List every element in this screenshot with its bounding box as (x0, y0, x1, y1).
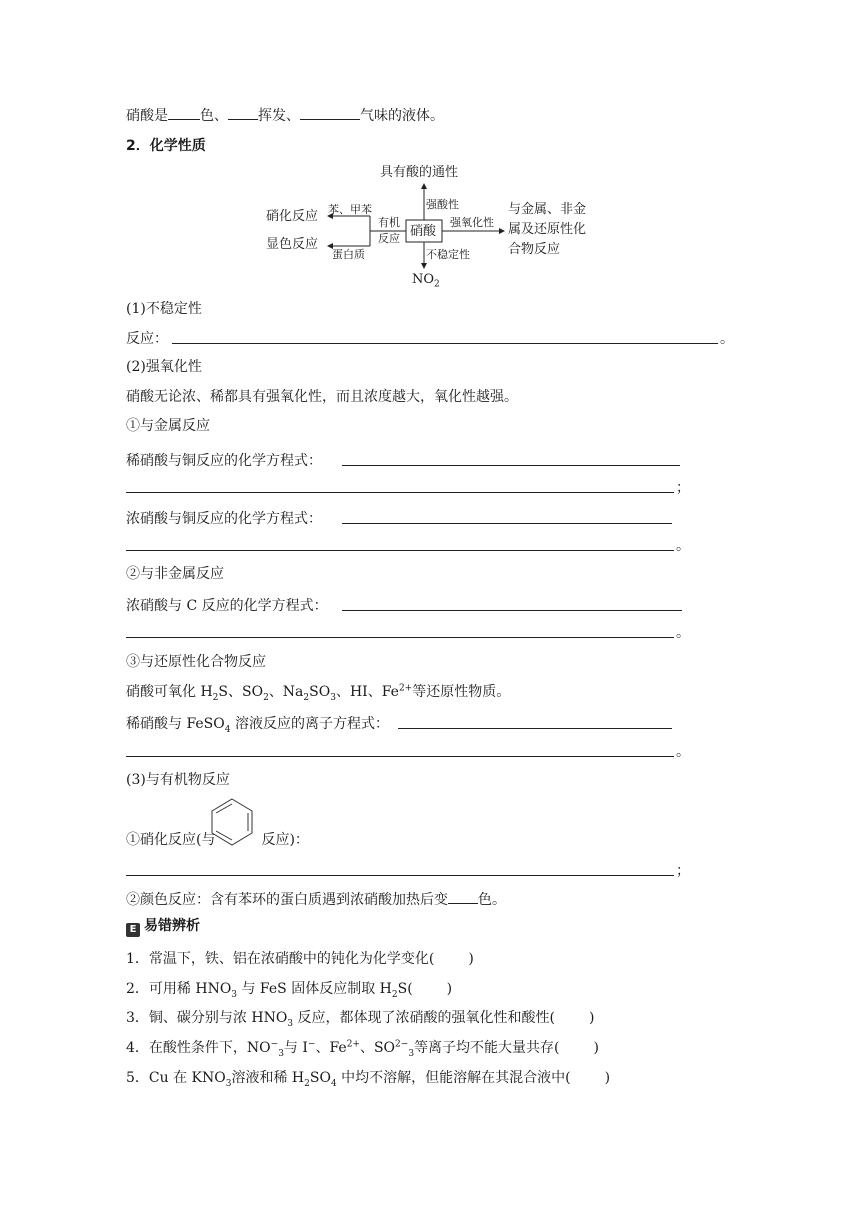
diagram-no2-label: $NO_2$ (412, 272, 440, 290)
chemical-properties-diagram (260, 160, 610, 290)
diagram-protein-label: 蛋白质 (332, 248, 365, 261)
answer-line[interactable] (342, 523, 672, 524)
answer-line[interactable] (398, 728, 672, 729)
question-label: 浓硝酸与铜反应的化学方程式： (126, 511, 322, 527)
mistakes-icon: E (126, 923, 140, 937)
answer-blank[interactable] (448, 890, 478, 904)
question-label: ①硝化反应(与 反应)： (126, 832, 309, 848)
question-label: 稀硝酸与铜反应的化学方程式： (126, 453, 322, 469)
answer-line[interactable] (126, 756, 674, 757)
diagram-right-label-1: 与金属、非金 (508, 202, 587, 217)
answer-line[interactable] (342, 610, 682, 611)
diagram-strong-ox-label: 强氧化性 (450, 216, 494, 229)
subsection-title: (1)不稳定性 (126, 301, 202, 317)
diagram-right-label-2: 属及还原性化 (508, 222, 587, 237)
answer-line[interactable] (172, 343, 718, 344)
answer-blank[interactable] (168, 106, 200, 120)
diagram-right-label-3: 合物反应 (508, 242, 561, 257)
subsection-title: ①与金属反应 (126, 418, 210, 434)
subsection-title: ②与非金属反应 (126, 566, 224, 582)
diagram-top-label: 具有酸的通性 (380, 165, 459, 180)
answer-line[interactable] (126, 875, 674, 876)
answer-line[interactable] (126, 550, 674, 551)
subsection-title: ③与还原性化合物反应 (126, 654, 266, 670)
diagram-organic-label-2: 反应 (378, 232, 400, 245)
diagram-color-label: 显色反应 (266, 237, 319, 252)
question-label: 浓硝酸与 C 反应的化学方程式： (126, 598, 328, 614)
question-label: ②颜色反应：含有苯环的蛋白质遇到浓硝酸加热后变 色。 (126, 892, 506, 908)
answer-line[interactable] (342, 465, 680, 466)
subsection-title: (3)与有机物反应 (126, 772, 230, 788)
answer-line[interactable] (126, 492, 674, 493)
diagram-center-label: 硝酸 (410, 224, 437, 239)
reaction-label: 反应： (126, 331, 168, 347)
judgment-question: 5．Cu 在 $KNO_3$溶液和稀 $H_2SO_4$ 中均不溶解，但能溶解在其混合液中( ) (126, 1070, 611, 1089)
paragraph: 硝酸可氧化 $H_2S$、$SO_2$、$Na_2SO_3$、HI、$Fe^{2+}$等还原性物质。 (126, 683, 511, 703)
physical-properties-line: 硝酸是 色、 挥发、 气味的液体。 (126, 108, 444, 124)
answer-blank[interactable] (300, 106, 360, 120)
diagram-strong-acid-label: 强酸性 (426, 198, 459, 211)
diagram-nitration-label: 硝化反应 (266, 209, 319, 224)
judgment-question: 2．可用稀 $HNO_3$ 与 FeS 固体反应制取 $H_2S$( ) (126, 981, 453, 1000)
judgment-question: 1．常温下，铁、铝在浓硝酸中的钝化为化学变化( ) (126, 951, 474, 967)
mistakes-heading: E 易错辨析 (126, 917, 200, 937)
question-label: 稀硝酸与 FeSO$_4$ 溶液反应的离子方程式： (126, 716, 389, 735)
answer-blank[interactable] (228, 106, 258, 120)
section-title: 2．化学性质 (126, 138, 206, 154)
answer-line[interactable] (126, 637, 674, 638)
paragraph: 硝酸无论浓、稀都具有强氧化性，而且浓度越大，氧化性越强。 (126, 389, 518, 405)
benzene-ring-icon (208, 796, 256, 848)
subsection-title: (2)强氧化性 (126, 359, 202, 375)
judgment-question: 4．在酸性条件下，$NO^-_3$与 I−、$Fe^{2+}$、$SO^{2-}_3$等离子均不能大量共存( ) (126, 1039, 599, 1059)
diagram-organic-label-1: 有机 (378, 216, 400, 229)
diagram-benzene-label: 苯、甲苯 (328, 203, 372, 216)
judgment-question: 3．铜、碳分别与浓 $HNO_3$ 反应，都体现了浓硝酸的强氧化性和酸性( ) (126, 1010, 595, 1029)
diagram-unstable-label: 不稳定性 (426, 248, 470, 261)
